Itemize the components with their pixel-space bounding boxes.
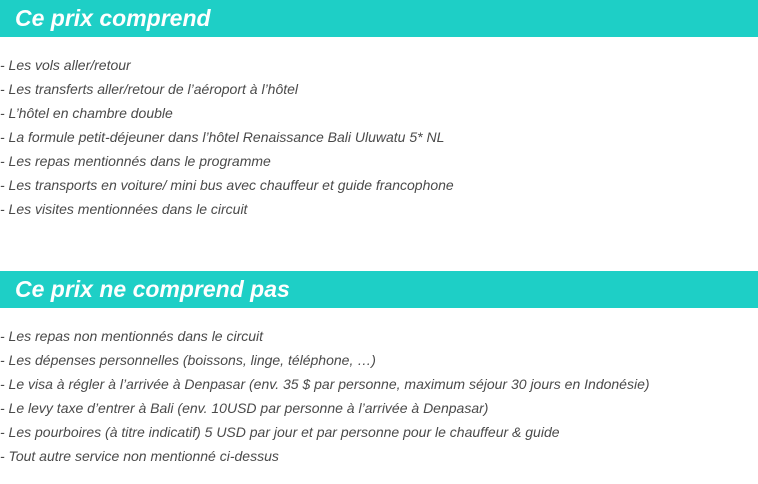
included-item: - Les transports en voiture/ mini bus avec chauffeur et guide francophone	[0, 177, 454, 193]
included-item: - Les vols aller/retour	[0, 57, 131, 73]
included-list	[0, 53, 454, 221]
excluded-item: - Tout autre service non mentionné ci-dessus	[0, 448, 279, 464]
included-item: - Les visites mentionnées dans le circuit	[0, 201, 248, 217]
included-item: - Les repas mentionnés dans le programme	[0, 153, 271, 169]
excluded-item: - Le levy taxe d’entrer à Bali (env. 10USD par personne à l’arrivée à Denpasar)	[0, 400, 489, 416]
excluded-list	[0, 324, 650, 468]
included-section-title: Ce prix comprend	[0, 0, 758, 37]
excluded-item: - Les dépenses personnelles (boissons, linge, téléphone, …)	[0, 352, 376, 368]
included-item: - La formule petit-déjeuner dans l’hôtel Renaissance Bali Uluwatu 5* NL	[0, 129, 445, 145]
excluded-item: - Les pourboires (à titre indicatif) 5 USD par jour et par personne pour le chauffeur & guide	[0, 424, 560, 440]
excluded-item: - Le visa à régler à l’arrivée à Denpasar (env. 35 $ par personne, maximum séjour 30 jours en Indonésie)	[0, 376, 650, 392]
included-item: - L’hôtel en chambre double	[0, 105, 173, 121]
included-item: - Les transferts aller/retour de l’aéroport à l’hôtel	[0, 81, 299, 97]
excluded-section-title: Ce prix ne comprend pas	[0, 271, 758, 308]
excluded-item: - Les repas non mentionnés dans le circuit	[0, 328, 264, 344]
